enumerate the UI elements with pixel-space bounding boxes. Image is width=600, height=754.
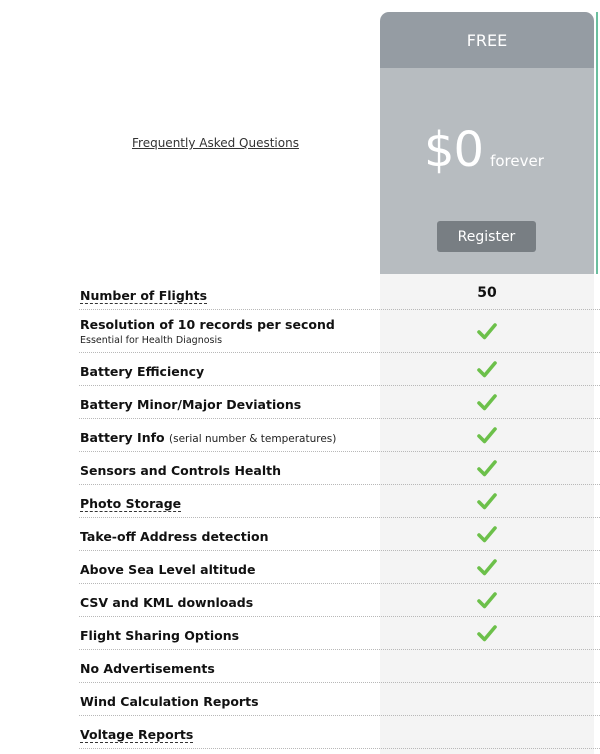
feature-label-text: CSV and KML downloads (80, 595, 254, 610)
feature-label (80, 562, 255, 577)
feature-value: 50 (477, 285, 497, 301)
feature-cell (380, 518, 594, 550)
feature-row (0, 485, 600, 518)
feature-label (80, 463, 281, 478)
feature-label-text: Photo Storage (80, 496, 182, 511)
feature-label-text: Resolution of 10 records per second (80, 317, 335, 332)
feature-row (0, 310, 600, 353)
check-icon (477, 492, 497, 510)
feature-label (80, 661, 215, 676)
feature-label-text: Flight Sharing Options (80, 628, 240, 643)
feature-label-text: Voltage Reports (80, 727, 194, 742)
feature-label (80, 317, 335, 332)
feature-row (0, 419, 600, 452)
feature-subtitle: Essential for Health Diagnosis (80, 335, 223, 346)
feature-cell (380, 683, 594, 715)
feature-label (80, 595, 253, 610)
feature-label[interactable] (80, 496, 181, 511)
check-icon (477, 558, 497, 576)
feature-row (0, 452, 600, 485)
feature-label-text: Number of Flights (80, 288, 208, 303)
price-period: forever (490, 152, 544, 170)
feature-row (0, 716, 600, 749)
feature-label-text: Take-off Address detection (80, 529, 269, 544)
feature-cell (380, 353, 594, 385)
feature-cell (380, 485, 594, 517)
feature-cell (380, 617, 594, 649)
feature-cell (380, 716, 594, 748)
feature-row (0, 584, 600, 617)
check-icon (477, 525, 497, 543)
price-amount: $0 (424, 122, 484, 178)
feature-label-text: Wind Calculation Reports (80, 694, 259, 709)
check-icon (477, 393, 497, 411)
feature-note: (serial number & temperatures) (169, 433, 337, 445)
check-icon (477, 591, 497, 609)
register-button[interactable]: Register (437, 221, 536, 252)
feature-label (80, 694, 259, 709)
feature-row (0, 277, 600, 310)
feature-label (80, 397, 301, 412)
feature-label (80, 430, 336, 445)
check-icon (477, 426, 497, 444)
feature-row (0, 551, 600, 584)
feature-label-text: Battery Minor/Major Deviations (80, 397, 302, 412)
feature-label (80, 364, 204, 379)
feature-label-text: Sensors and Controls Health (80, 463, 281, 478)
plan-price-box (380, 68, 594, 274)
feature-table (0, 277, 600, 749)
feature-label[interactable] (80, 288, 207, 303)
feature-cell (380, 551, 594, 583)
feature-label-text: No Advertisements (80, 661, 215, 676)
feature-cell (380, 452, 594, 484)
feature-label (80, 628, 239, 643)
feature-cell (380, 419, 594, 451)
feature-cell (380, 386, 594, 418)
row-divider-mask (0, 747, 78, 749)
plan-name: FREE (380, 12, 594, 68)
faq-link[interactable]: Frequently Asked Questions (132, 136, 299, 150)
check-icon (477, 360, 497, 378)
check-icon (477, 459, 497, 477)
feature-cell (380, 310, 594, 352)
feature-row (0, 518, 600, 551)
next-plan-edge (596, 12, 598, 274)
feature-label-text: Battery Info (80, 430, 165, 445)
feature-row (0, 617, 600, 650)
feature-row (0, 650, 600, 683)
feature-label[interactable] (80, 727, 193, 742)
feature-label-text: Above Sea Level altitude (80, 562, 256, 577)
feature-row (0, 683, 600, 716)
feature-cell (380, 277, 594, 309)
plan-price (424, 122, 544, 178)
feature-row (0, 386, 600, 419)
feature-label-text: Battery Efficiency (80, 364, 205, 379)
check-icon (477, 322, 497, 340)
feature-row (0, 353, 600, 386)
feature-label (80, 529, 269, 544)
check-icon (477, 624, 497, 642)
feature-cell (380, 650, 594, 682)
feature-cell (380, 584, 594, 616)
